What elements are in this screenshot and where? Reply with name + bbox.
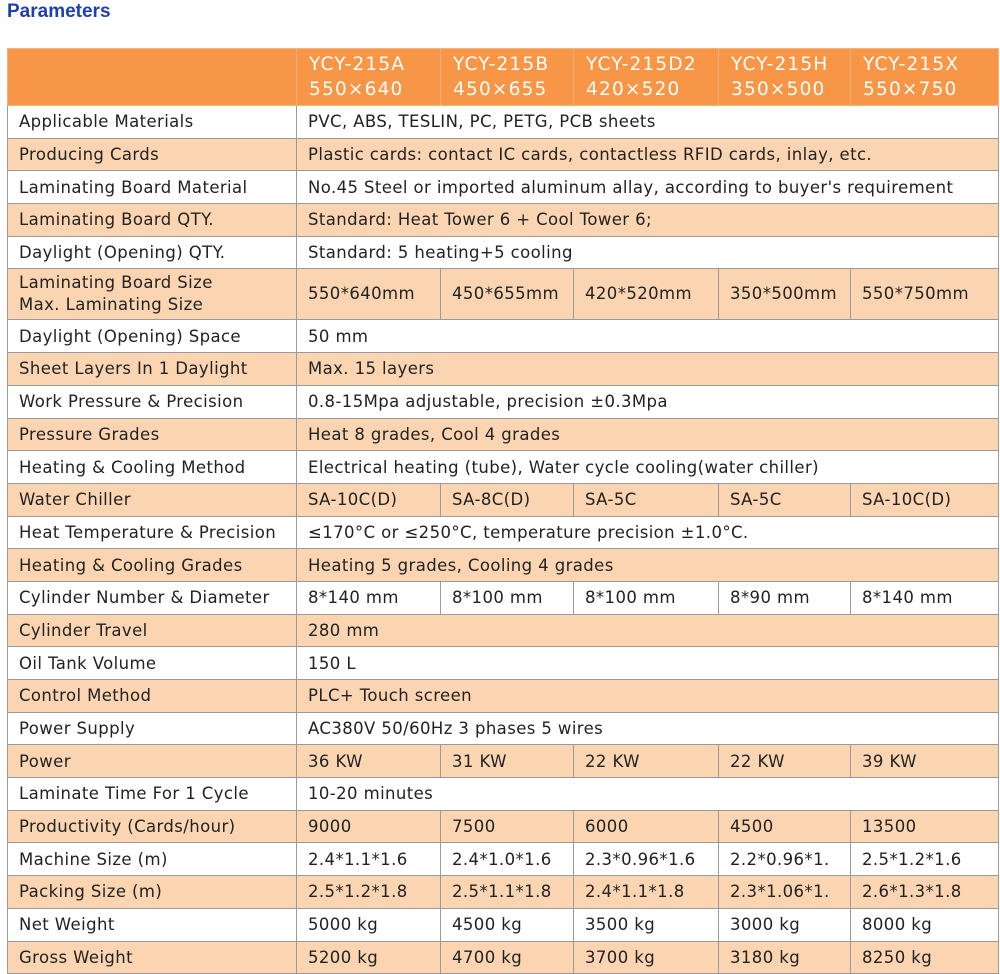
- row-label-text: Heat Temperature & Precision: [19, 522, 277, 542]
- row-value: 39 KW: [851, 745, 999, 778]
- row-label-text: Daylight (Opening) QTY.: [19, 243, 226, 263]
- row-label: [8, 647, 297, 680]
- table-row: [8, 138, 999, 171]
- row-label-text: Sheet Layers In 1 Daylight: [19, 359, 248, 379]
- parameters-table: [7, 48, 999, 974]
- row-value: 2.4*1.0*1.6: [441, 843, 574, 876]
- row-value: PVC, ABS, TESLIN, PC, PETG, PCB sheets: [297, 106, 999, 139]
- row-value: 2.4*1.1*1.8: [574, 876, 719, 909]
- row-value: 280 mm: [297, 614, 999, 647]
- row-label-text: Producing Cards: [19, 145, 160, 165]
- model-name: YCY-215B: [453, 54, 550, 75]
- row-value: 3000 kg: [719, 908, 851, 941]
- row-value: 8*90 mm: [719, 581, 851, 614]
- row-label-text: Power: [19, 751, 71, 771]
- row-label-text: Control Method: [19, 686, 152, 706]
- row-label-text: Pressure Grades: [19, 424, 160, 444]
- model-name: YCY-215X: [863, 54, 960, 75]
- model-header-cell: [719, 49, 851, 106]
- row-label: [8, 320, 297, 353]
- row-value: 2.3*1.06*1.: [719, 876, 851, 909]
- row-value: 3500 kg: [574, 908, 719, 941]
- model-header-cell: [574, 49, 719, 106]
- table-row: [8, 236, 999, 269]
- table-row: [8, 353, 999, 386]
- row-value: 2.2*0.96*1.: [719, 843, 851, 876]
- row-label: [8, 876, 297, 909]
- row-label: [8, 385, 297, 418]
- table-row: [8, 418, 999, 451]
- row-label: [8, 810, 297, 843]
- row-value: 5000 kg: [297, 908, 441, 941]
- row-value: 8*100 mm: [441, 581, 574, 614]
- row-value: 150 L: [297, 647, 999, 680]
- row-value: Max. 15 layers: [297, 353, 999, 386]
- row-label-text: Heating & Cooling Method: [19, 457, 246, 477]
- row-value: 13500: [851, 810, 999, 843]
- row-label: [8, 941, 297, 974]
- table-row: [8, 712, 999, 745]
- row-value: PLC+ Touch screen: [297, 680, 999, 713]
- row-value: 31 KW: [441, 745, 574, 778]
- model-header-cell: [441, 49, 574, 106]
- row-label-text: Work Pressure & Precision: [19, 392, 244, 412]
- table-row: [8, 843, 999, 876]
- row-value: Heating 5 grades, Cooling 4 grades: [297, 549, 999, 582]
- model-name: YCY-215A: [309, 54, 406, 75]
- table-row: [8, 516, 999, 549]
- model-size: 420×520: [586, 79, 681, 100]
- row-value: SA-8C(D): [441, 483, 574, 516]
- row-value: 8*100 mm: [574, 581, 719, 614]
- row-label-text: Cylinder Number & Diameter: [19, 588, 270, 608]
- row-label: [8, 712, 297, 745]
- row-value: 7500: [441, 810, 574, 843]
- row-label: [8, 778, 297, 811]
- row-label: [8, 236, 297, 269]
- row-value: SA-5C: [719, 483, 851, 516]
- model-name: YCY-215H: [731, 54, 829, 75]
- table-row: [8, 106, 999, 139]
- model-size: 550×750: [863, 79, 958, 100]
- table-row: [8, 745, 999, 778]
- row-label: [8, 745, 297, 778]
- table-row: [8, 581, 999, 614]
- table-row: [8, 680, 999, 713]
- row-label-text: Oil Tank Volume: [19, 653, 157, 673]
- row-label-text: Daylight (Opening) Space: [19, 326, 241, 346]
- row-label: [8, 418, 297, 451]
- row-label: [8, 908, 297, 941]
- row-value: 8*140 mm: [297, 581, 441, 614]
- model-size: 350×500: [731, 79, 826, 100]
- model-header-cell: [851, 49, 999, 106]
- page-title: Parameters: [7, 1, 111, 22]
- row-label-text: Laminating Board QTY.: [19, 210, 214, 230]
- row-value: 8*140 mm: [851, 581, 999, 614]
- row-label-text: Laminating Board Size: [19, 273, 213, 293]
- row-value: 420*520mm: [574, 269, 719, 320]
- row-value: 36 KW: [297, 745, 441, 778]
- row-value: 350*500mm: [719, 269, 851, 320]
- row-label: [8, 353, 297, 386]
- row-value: 2.6*1.3*1.8: [851, 876, 999, 909]
- row-value: 3180 kg: [719, 941, 851, 974]
- row-value: 550*750mm: [851, 269, 999, 320]
- row-label: [8, 171, 297, 204]
- row-label-text: Laminating Board Material: [19, 177, 248, 197]
- table-row: [8, 320, 999, 353]
- row-label-text: Packing Size (m): [19, 882, 163, 902]
- table-row: [8, 778, 999, 811]
- table-row: [8, 614, 999, 647]
- row-label: [8, 614, 297, 647]
- table-row: [8, 385, 999, 418]
- model-header-cell: [297, 49, 441, 106]
- row-label: [8, 549, 297, 582]
- row-value: 8250 kg: [851, 941, 999, 974]
- table-row: [8, 483, 999, 516]
- header-corner-cell: [8, 49, 297, 106]
- row-label: [8, 451, 297, 484]
- row-value: 8000 kg: [851, 908, 999, 941]
- model-size: 550×640: [309, 79, 404, 100]
- row-label: [8, 204, 297, 237]
- row-label-text: Max. Laminating Size: [19, 295, 204, 315]
- row-value: 10-20 minutes: [297, 778, 999, 811]
- row-value: Standard: Heat Tower 6 + Cool Tower 6;: [297, 204, 999, 237]
- row-value: 450*655mm: [441, 269, 574, 320]
- table-row: [8, 810, 999, 843]
- row-value: 2.5*1.1*1.8: [441, 876, 574, 909]
- row-label: [8, 483, 297, 516]
- row-value: 50 mm: [297, 320, 999, 353]
- row-label: [8, 138, 297, 171]
- row-value: 4700 kg: [441, 941, 574, 974]
- row-label-text: Machine Size (m): [19, 849, 168, 869]
- row-label: [8, 516, 297, 549]
- row-value: AC380V 50/60Hz 3 phases 5 wires: [297, 712, 999, 745]
- row-value: SA-5C: [574, 483, 719, 516]
- table-row: [8, 549, 999, 582]
- row-value: 2.4*1.1*1.6: [297, 843, 441, 876]
- row-value: Standard: 5 heating+5 cooling: [297, 236, 999, 269]
- row-value: Plastic cards: contact IC cards, contactless RFID cards, inlay, etc.: [297, 138, 999, 171]
- row-value: 22 KW: [574, 745, 719, 778]
- row-value: ≤170°C or ≤250°C, temperature precision ±1.0°C.: [297, 516, 999, 549]
- header-row: [8, 49, 999, 106]
- row-label: [8, 269, 297, 320]
- table-row: [8, 171, 999, 204]
- table-row: [8, 451, 999, 484]
- model-name: YCY-215D2: [586, 54, 697, 75]
- row-label-text: Cylinder Travel: [19, 620, 148, 640]
- row-value: 9000: [297, 810, 441, 843]
- row-label-text: Heating & Cooling Grades: [19, 555, 243, 575]
- row-value: 22 KW: [719, 745, 851, 778]
- row-label: [8, 106, 297, 139]
- model-size: 450×655: [453, 79, 548, 100]
- row-value: 550*640mm: [297, 269, 441, 320]
- parameters-table-body: [8, 49, 999, 974]
- row-value: 0.8-15Mpa adjustable, precision ±0.3Mpa: [297, 385, 999, 418]
- row-value: SA-10C(D): [297, 483, 441, 516]
- row-label-text: Productivity (Cards/hour): [19, 817, 236, 837]
- table-row: [8, 269, 999, 320]
- table-row: [8, 876, 999, 909]
- row-label: [8, 680, 297, 713]
- row-label-text: Power Supply: [19, 719, 136, 739]
- table-row: [8, 647, 999, 680]
- row-value: 2.3*0.96*1.6: [574, 843, 719, 876]
- row-label: [8, 581, 297, 614]
- row-value: 5200 kg: [297, 941, 441, 974]
- row-value: 4500 kg: [441, 908, 574, 941]
- table-row: [8, 941, 999, 974]
- row-label-text: Gross Weight: [19, 947, 134, 967]
- row-value: 4500: [719, 810, 851, 843]
- row-label-text: Water Chiller: [19, 490, 131, 510]
- row-value: 6000: [574, 810, 719, 843]
- row-value: No.45 Steel or imported aluminum allay, according to buyer's requirement: [297, 171, 999, 204]
- row-value: 3700 kg: [574, 941, 719, 974]
- table-row: [8, 204, 999, 237]
- table-row: [8, 908, 999, 941]
- row-value: Electrical heating (tube), Water cycle cooling(water chiller): [297, 451, 999, 484]
- row-label-text: Applicable Materials: [19, 112, 194, 132]
- row-label: [8, 843, 297, 876]
- row-value: SA-10C(D): [851, 483, 999, 516]
- row-value: Heat 8 grades, Cool 4 grades: [297, 418, 999, 451]
- row-value: 2.5*1.2*1.8: [297, 876, 441, 909]
- row-label-text: Net Weight: [19, 915, 115, 935]
- row-value: 2.5*1.2*1.6: [851, 843, 999, 876]
- row-label-text: Laminate Time For 1 Cycle: [19, 784, 249, 804]
